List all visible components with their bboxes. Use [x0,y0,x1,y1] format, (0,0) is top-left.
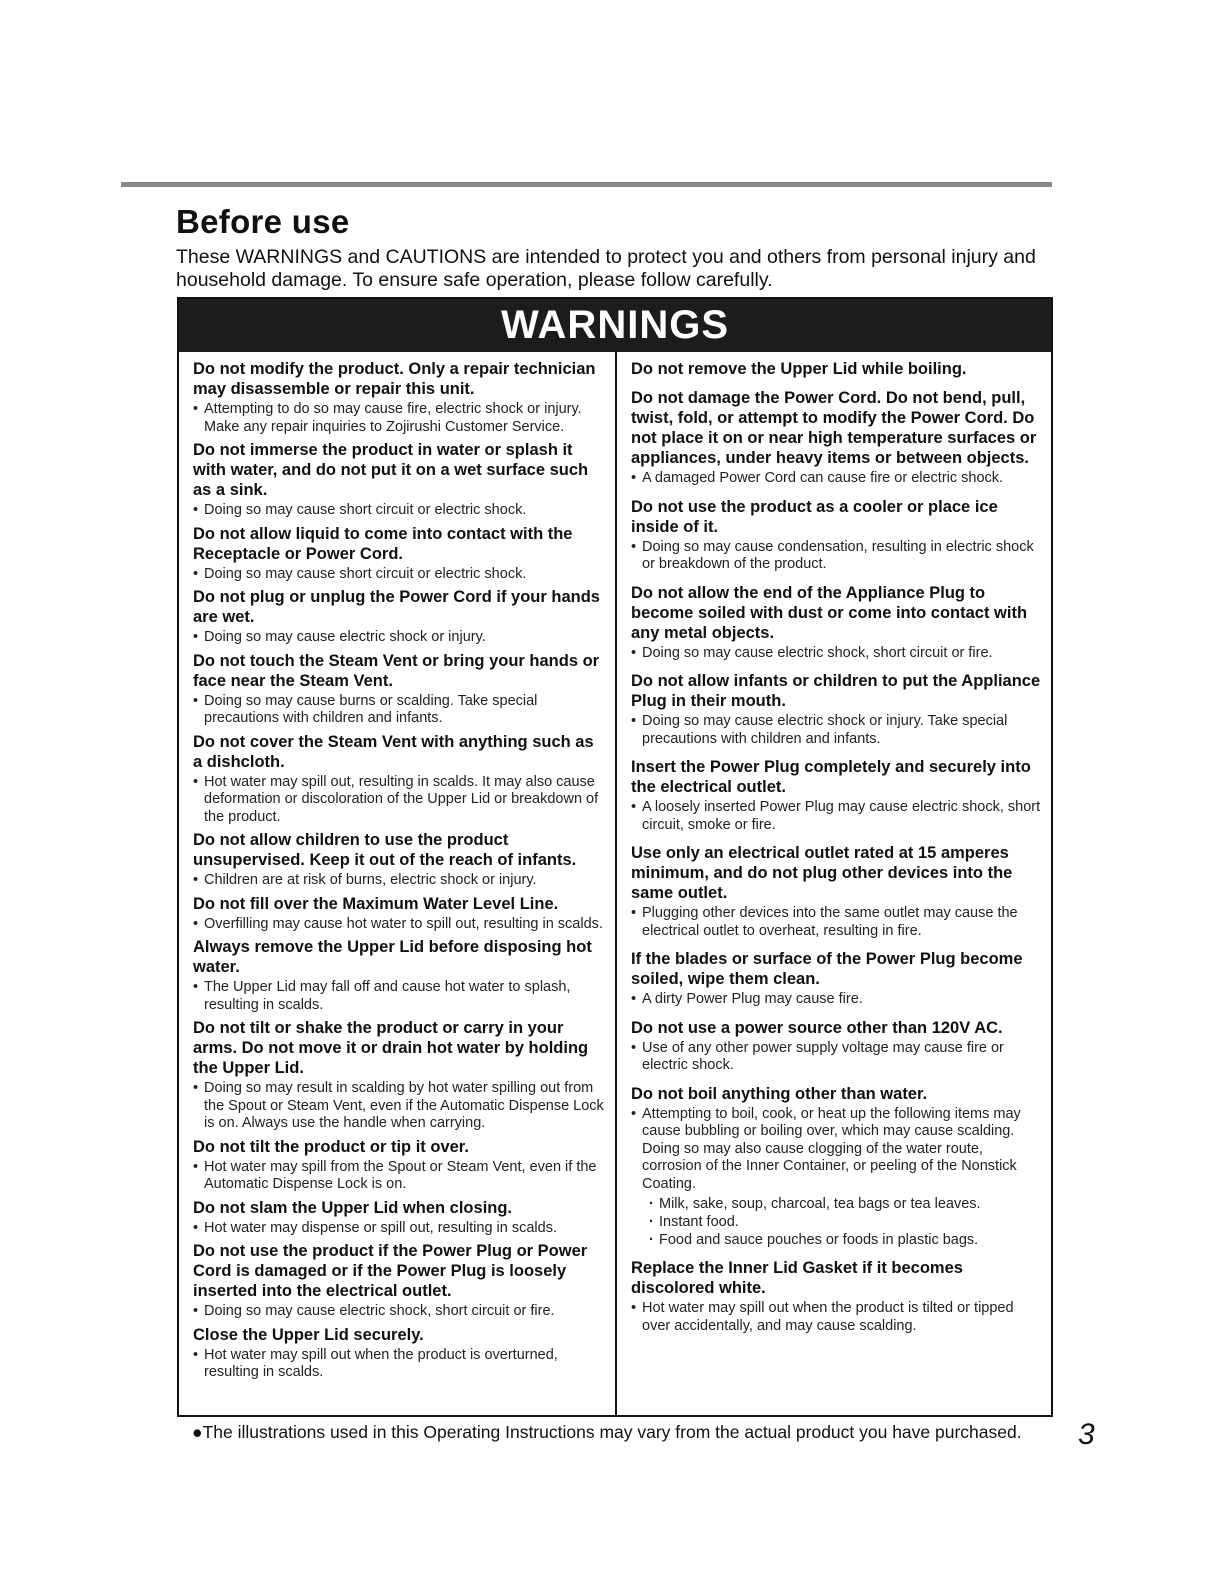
warning-heading: Close the Upper Lid securely. [193,1325,424,1344]
top-rule [121,182,1052,187]
warning-detail: • Hot water may spill out when the product is overturned, resulting in scalds. [193,1347,605,1382]
warning-heading: Always remove the Upper Lid before disposing hot water. [193,938,592,976]
page-number: 3 [1078,1418,1095,1451]
warning-heading: Do not allow children to use the product unsupervised. Keep it out of the reach of infants. [193,831,577,869]
warning-item [631,757,1043,834]
warning-item [193,1325,605,1382]
warning-subitem: · Food and sauce pouches or foods in plastic bags. [649,1231,1043,1249]
warning-item [193,1137,605,1194]
warning-heading: Do not plug or unplug the Power Cord if your hands are wet. [193,588,600,626]
warning-heading: Do not damage the Power Cord. Do not bend, pull, twist, fold, or attempt to modify the Power Cord. Do not place it on or near high temperature surfaces or appliances, under heavy items or between objects. [631,389,1037,467]
warning-detail: • The Upper Lid may fall off and cause hot water to splash, resulting in scalds. [193,979,605,1014]
warning-detail: • A damaged Power Cord can cause fire or electric shock. [631,470,1043,488]
warning-heading: Use only an electrical outlet rated at 15 amperes minimum, and do not plug other devices into the same outlet. [631,844,1013,902]
warning-detail: • Doing so may result in scalding by hot water spilling out from the Spout or Steam Vent, even if the Automatic Dispense Lock is on. Always use the handle when carrying. [193,1080,605,1133]
warning-item [193,732,605,827]
warning-item [193,587,605,647]
warning-detail: • Hot water may spill out, resulting in scalds. It may also cause deformation or discoloration of the Upper Lid or breakdown of the product. [193,774,605,827]
warning-item [193,1241,605,1321]
warning-heading: Do not tilt the product or tip it over. [193,1137,469,1156]
warning-item [193,440,605,520]
warning-detail: • Hot water may dispense or spill out, resulting in scalds. [193,1220,605,1238]
warning-heading: Do not use the product as a cooler or place ice inside of it. [631,497,998,536]
warning-item [631,1258,1043,1335]
warning-detail: • Doing so may cause burns or scalding. Take special precautions with children and infants. [193,693,605,728]
warning-sublist [631,1195,1043,1249]
warning-detail: • Overfilling may cause hot water to spill out, resulting in scalds. [193,916,605,934]
warning-item [193,1198,605,1238]
warning-heading: Do not use a power source other than 120V AC. [631,1018,1003,1037]
warning-item [631,388,1043,488]
warning-detail: • Doing so may cause condensation, resulting in electric shock or breakdown of the product. [631,539,1043,574]
warning-heading: Do not allow infants or children to put the Appliance Plug in their mouth. [631,672,1041,710]
warning-detail: • Attempting to boil, cook, or heat up the following items may cause bubbling or boiling over, which may cause scalding. Doing so may also cause clogging of the water route, corrosion of the Inner Container, or peeling of the Nonstick Coating. [631,1106,1043,1194]
warning-item [631,497,1043,574]
warning-heading: Do not modify the product. Only a repair technician may disassemble or repair this unit. [193,360,596,398]
warning-subitem: · Instant food. [649,1213,1043,1231]
footnote-text: The illustrations used in this Operating Instructions may vary from the actual product you have purchased. [202,1422,1022,1442]
warnings-banner: WARNINGS [179,299,1051,352]
warning-item [193,894,605,934]
footnote [192,1421,1022,1443]
warning-item [631,359,1043,379]
warning-detail: • Plugging other devices into the same outlet may cause the electrical outlet to overheat, resulting in fire. [631,905,1043,940]
warning-heading: Do not slam the Upper Lid when closing. [193,1198,513,1217]
warning-item [631,1084,1043,1250]
warning-item [193,937,605,1014]
warning-heading: Do not fill over the Maximum Water Level Line. [193,894,559,913]
warning-detail: • Attempting to do so may cause fire, electric shock or injury. Make any repair inquiries to Zojirushi Customer Service. [193,401,605,436]
warning-item [631,843,1043,940]
warning-heading: Do not remove the Upper Lid while boiling. [631,360,967,378]
warning-heading: Do not touch the Steam Vent or bring your hands or face near the Steam Vent. [193,651,600,690]
warning-item [631,671,1043,748]
warning-heading: Insert the Power Plug completely and securely into the electrical outlet. [631,758,1031,796]
warnings-right-column [631,359,1043,1344]
column-divider [615,352,617,1417]
warning-subitem: · Milk, sake, soup, charcoal, tea bags or tea leaves. [649,1195,1043,1213]
warning-heading: Do not immerse the product in water or splash it with water, and do not put it on a wet surface such as a sink. [193,441,589,499]
warning-heading: Do not tilt or shake the product or carry in your arms. Do not move it or drain hot water by holding the Upper Lid. [193,1019,589,1077]
warning-detail: • Use of any other power supply voltage may cause fire or electric shock. [631,1040,1043,1075]
warning-item [193,830,605,890]
warning-detail: • A dirty Power Plug may cause fire. [631,991,1043,1009]
warning-item [193,651,605,728]
warning-item [631,583,1043,663]
footnote-bullet-icon: ● [192,1422,203,1442]
warning-heading: Do not cover the Steam Vent with anything such as a dishcloth. [193,732,594,771]
warning-detail: • Doing so may cause electric shock or injury. Take special precautions with children and infants. [631,713,1043,748]
warning-detail: • Hot water may spill out when the product is tilted or tipped over accidentally, and may cause scalding. [631,1300,1043,1335]
warning-heading: Do not allow the end of the Appliance Plug to become soiled with dust or come into contact with any metal objects. [631,583,1028,642]
warnings-left-column [193,359,605,1386]
warning-item [631,949,1043,1009]
warning-detail: • Hot water may spill from the Spout or Steam Vent, even if the Automatic Dispense Lock is on. [193,1159,605,1194]
warning-item [193,524,605,584]
warning-detail: • Doing so may cause electric shock, short circuit or fire. [193,1303,605,1321]
warning-heading: Do not use the product if the Power Plug or Power Cord is damaged or if the Power Plug is loosely inserted into the electrical outlet. [193,1242,588,1300]
warning-heading: If the blades or surface of the Power Plug become soiled, wipe them clean. [631,950,1023,988]
warning-detail: • Doing so may cause short circuit or electric shock. [193,502,605,520]
warning-heading: Do not allow liquid to come into contact with the Receptacle or Power Cord. [193,524,573,563]
intro-text: These WARNINGS and CAUTIONS are intended to protect you and others from personal injury and household damage. To ensure safe operation, please follow carefully. [176,246,1036,291]
warning-detail: • A loosely inserted Power Plug may cause electric shock, short circuit, smoke or fire. [631,799,1043,834]
warning-heading: Replace the Inner Lid Gasket if it becomes discolored white. [631,1259,963,1297]
page-title: Before use [176,203,350,240]
warning-detail: • Doing so may cause electric shock or injury. [193,629,605,647]
warning-item [193,359,605,436]
warning-detail: • Doing so may cause electric shock, short circuit or fire. [631,645,1043,663]
warning-heading: Do not boil anything other than water. [631,1084,928,1103]
warning-item [631,1018,1043,1075]
warning-item [193,1018,605,1133]
warnings-box [177,297,1053,1417]
warning-detail: • Children are at risk of burns, electric shock or injury. [193,872,605,890]
warning-detail: • Doing so may cause short circuit or electric shock. [193,566,605,584]
